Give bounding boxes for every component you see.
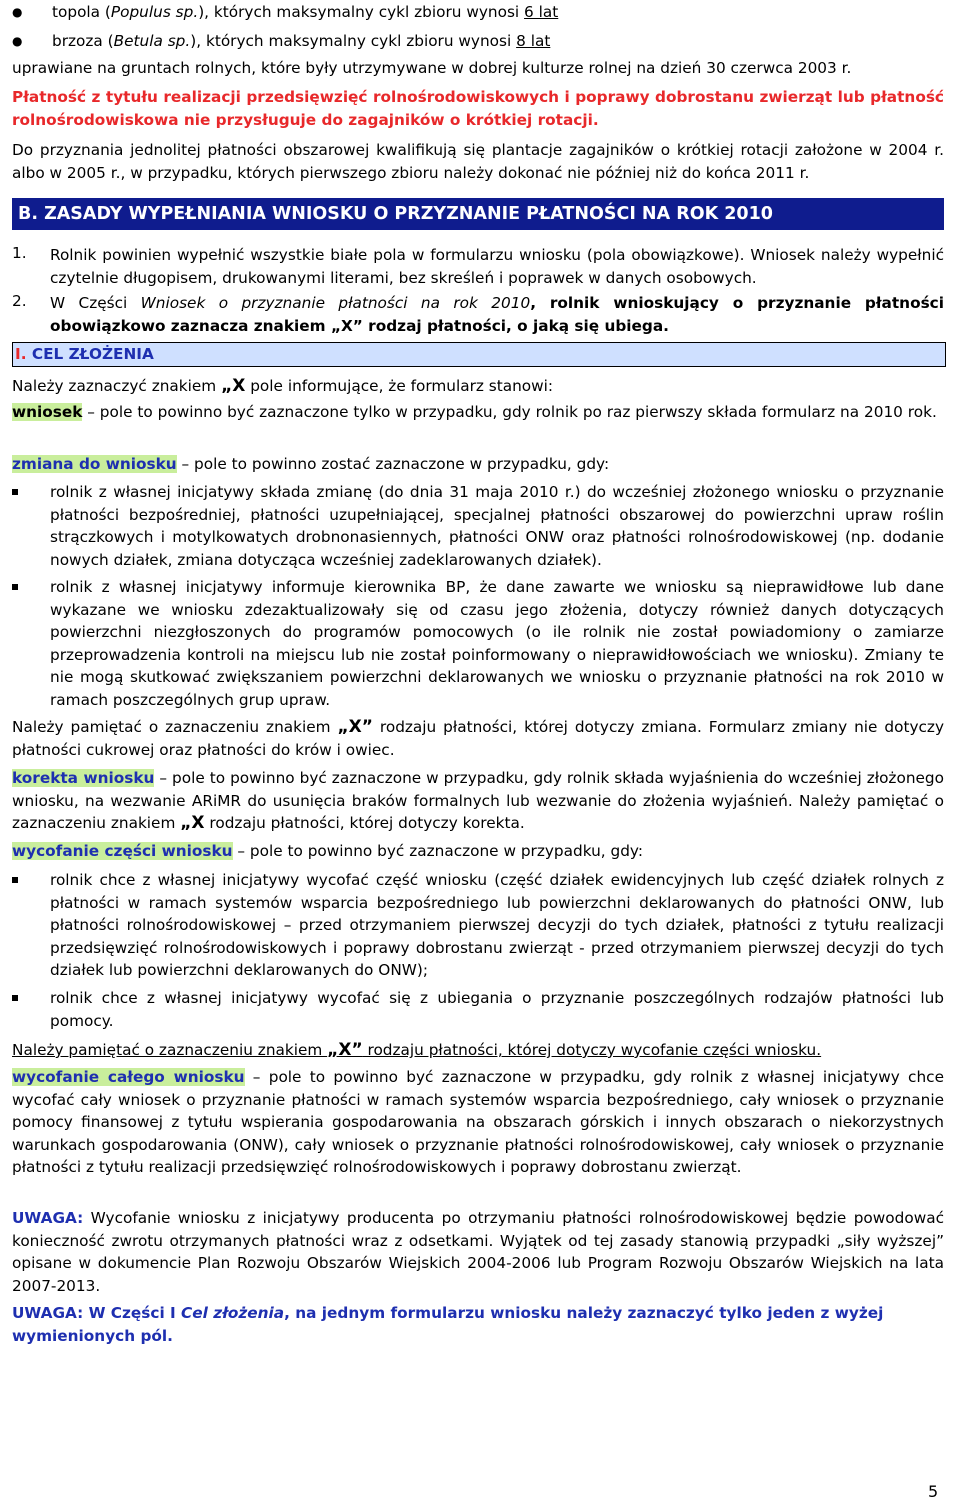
wniosek-text: – pole to powinno być zaznaczone tylko w przypadku, gdy rolnik po raz pierwszy składa formularz na 2010 rok. xyxy=(82,403,937,421)
korekta-text: rodzaju płatności, której dotyczy korekta. xyxy=(204,814,525,832)
section-name: Cel złożenia xyxy=(181,1304,285,1322)
bullet-text: ), których maksymalny cykl zbioru wynosi xyxy=(190,32,517,50)
wyc-calego-paragraph xyxy=(12,1066,944,1179)
wyc-item xyxy=(12,869,944,982)
pamietac-wycofanie xyxy=(12,1040,821,1060)
uprawiane-line: uprawiane na gruntach rolnych, które były utrzymywane w dobrej kulturze rolnej na dzień 30 czerwca 2003 r. xyxy=(12,59,852,77)
text: pole informujące, że formularz stanowi: xyxy=(245,377,554,395)
zmiana-label: zmiana do wniosku xyxy=(12,455,177,473)
bullet-text: ), których maksymalny cykl zbioru wynosi xyxy=(198,3,525,21)
uwaga-1 xyxy=(12,1207,944,1297)
rule-1 xyxy=(12,244,944,289)
wniosek-paragraph xyxy=(12,401,944,424)
red-note: Płatność z tytułu realizacji przedsięwzięć rolnośrodowiskowych i poprawy dobrostanu zwierząt lub płatność rolnośrodowiskowa nie przysługuje do zagajników o krótkiej rotacji. xyxy=(12,88,944,129)
zmiana-item xyxy=(12,481,944,571)
uwaga-label: UWAGA: xyxy=(12,1209,84,1227)
korekta-label: korekta wniosku xyxy=(12,769,155,787)
text: Należy pamiętać o zaznaczeniu znakiem xyxy=(12,718,338,736)
square-bullet-icon xyxy=(12,995,18,1001)
wyc-calego-label: wycofanie całego wniosku xyxy=(12,1068,245,1086)
bullet-text: brzoza ( xyxy=(52,32,114,50)
jednolita-text-cont: , w przypadku, których pierwszego zbioru należy dokonać nie później niż do końca 2011 r. xyxy=(120,163,810,182)
bullet-dot-icon: ● xyxy=(12,34,23,48)
nalezy-zaznaczyc xyxy=(12,376,553,396)
rule-text: Rolnik powinien wypełnić wszystkie białe pola w formularzu wniosku (pola obowiązkowe). Wniosek należy wypełnić czytelnie długopisem, drukowanymi literami, bez skreśleń i poprawek w danych osobowych. xyxy=(50,246,944,287)
wyc-calego-text: – pole to powinno być zaznaczone w przypadku, gdy rolnik z własnej inicjatywy chce wycofać cały wniosek o przyznanie płatności w ramach systemów wsparcia bezpośredniego, cały wniosek o przyznanie pomocy finansowej z tytułu wspierania gospodarowania na obszarach górskich i innych obszarach o niekorzystnych warunkach gospodarowania (ONW), cały wniosek o przyznanie płatności rolnośrodowiskowej, cały wniosek o przyznanie płatności z tytułu realizacji przedsięwzięć rolnośrodowiskowych i poprawy dobrostanu zwierząt. xyxy=(12,1068,944,1176)
cycle-years: 6 lat xyxy=(524,3,559,21)
wyc-item-text: rolnik chce z własnej inicjatywy wycofać część wniosku (część działek ewidencyjnych lub część działek rolnych z płatności w ramach systemów wsparcia bezpośredniego lub powierzchni deklarowanych do płatności ONW, lub płatności rolnośrodowiskowej – przed otrzymaniem pierwszej decyzji do tych działek, płatności z tytułu realizacji przedsięwzięć rolnośrodowiskowych i poprawy dobrostanu zwierząt - przed otrzymaniem pierwszej decyzji do tych działek lub powierzchni deklarowanych do ONW); xyxy=(50,871,944,979)
bullet-text: topola ( xyxy=(52,3,111,21)
x-mark: „X” xyxy=(337,717,373,737)
species-name: Populus sp. xyxy=(110,3,199,21)
square-bullet-icon xyxy=(12,877,18,883)
rule-text-bold: , rolnik wnioskujący o przyznanie płatności obowiązkowo zaznacza znakiem „X” rodzaj płatności, o jaką się ubiega. xyxy=(50,294,944,335)
text: Należy pamiętać o zaznaczeniu znakiem xyxy=(12,1041,328,1059)
square-bullet-icon xyxy=(12,489,18,495)
rule-text xyxy=(50,292,944,337)
uwaga-text: , na jednym formularzu wniosku należy zaznaczyć tylko jeden z wyżej wymienionych pól. xyxy=(12,1304,884,1345)
rule-2 xyxy=(12,292,944,337)
zmiana-item-text: rolnik z własnej inicjatywy informuje kierownika BP, że dane zawarte we wniosku są nieprawidłowe lub dane wykazane we wniosku zdezaktualizowały się od czasu jego złożenia, dotyczy również danych dotyczących powierzchni niezgłoszonych do programów pomocowych (o ile rolnik nie został powiadomiony o zamiarze przeprowadzenia kontroli na miejscu lub nie został poinformowany o nieprawidłowościach we wniosku). Zmiany te nie mogą skutkować zwiększaniem powierzchni deklarowanych we wniosku o przyznanie płatności na rok 2010 w ramach poszczególnych grup upraw. xyxy=(50,578,944,709)
korekta-text: – pole to powinno być zaznaczone w przypadku, gdy rolnik składa wyjaśnienia do wcześniej złożonego wniosku, na wezwanie ARiMR do usunięcia braków formalnych lub wezwanie do złożenia wyjaśnień. Należy pamiętać o zaznaczeniu znakiem xyxy=(12,769,944,832)
square-bullet-icon xyxy=(12,584,18,590)
jednolita-text: Do przyznania jednolitej płatności obszarowej kwalifikują się plantacje zagajników o krótkiej rotacji założone w 2004 r. albo w 2005 r. xyxy=(12,141,944,182)
species-name: Betula sp. xyxy=(113,32,191,50)
section-b-header xyxy=(12,198,944,230)
wyc-czesci-text: – pole to powinno być zaznaczone w przypadku, gdy: xyxy=(232,842,644,860)
zmiana-item-text: rolnik z własnej inicjatywy składa zmianę (do dnia 31 maja 2010 r.) do wcześniej złożonego wniosku o przyznanie płatności bezpośredniej, płatności uzupełniającej, specjalnej płatności obszarowej do powierzchni upraw roślin strączkowych i motylkowatych drobnonasiennych, płatności ONW oraz płatności rolnośrodowiskowej (np. dodanie nowych działek, zmiana dotycząca wcześniej zadeklarowanych działek). xyxy=(50,483,944,569)
section-b-title: B. ZASADY WYPEŁNIANIA WNIOSKU O PRZYZNANIE PŁATNOŚCI NA ROK 2010 xyxy=(18,204,773,224)
wyc-czesci-paragraph xyxy=(12,842,643,860)
pamietac-zmiana xyxy=(12,716,944,761)
wniosek-label: wniosek xyxy=(12,403,83,421)
rule-number: 2. xyxy=(12,292,27,310)
bullet-dot-icon: ● xyxy=(12,5,23,19)
page-number: 5 xyxy=(928,1482,939,1501)
rule-number: 1. xyxy=(12,244,27,262)
wyc-item-text: rolnik chce z własnej inicjatywy wycofać się z ubiegania o przyznanie poszczególnych rodzajów płatności lub pomocy. xyxy=(50,989,944,1030)
zmiana-item xyxy=(12,576,944,711)
uwaga-2 xyxy=(12,1302,944,1347)
cycle-years: 8 lat xyxy=(516,32,551,50)
text: rodzaju płatności, której dotyczy wycofanie części wniosku. xyxy=(362,1041,822,1059)
zmiana-text: – pole to powinno zostać zaznaczone w przypadku, gdy: xyxy=(176,455,610,473)
cel-title: CEL ZŁOŻENIA xyxy=(26,345,154,363)
jednolita-paragraph xyxy=(12,139,944,184)
section-name: Wniosek o przyznanie płatności na rok 2010 xyxy=(140,294,531,312)
uwaga-text: UWAGA: W Części I xyxy=(12,1304,182,1322)
korekta-paragraph xyxy=(12,767,944,835)
wyc-item xyxy=(12,987,944,1032)
rule-text-part: W Części xyxy=(50,294,141,312)
text: rodzaju płatności, której dotyczy zmiana. Formularz zmiany nie dotyczy płatności cukrowej oraz płatności do krów i owiec. xyxy=(12,718,944,759)
text: Należy zaznaczyć znakiem xyxy=(12,377,222,395)
x-mark: „X” xyxy=(327,1040,363,1060)
cel-number: I. xyxy=(15,345,27,363)
wyc-czesci-label: wycofanie części wniosku xyxy=(12,842,233,860)
uwaga-text: Wycofanie wniosku z inicjatywy producenta po otrzymaniu płatności rolnośrodowiskowej będzie powodować konieczność zwrotu otrzymanych płatności wraz z odsetkami. Wyjątek od tej zasady stanowią przypadki „siły wyższej” opisane w dokumencie Plan Rozwoju Obszarów Wiejskich 2004-2006 lub Program Rozwoju Obszarów Wiejskich na lata 2007-2013. xyxy=(12,1209,944,1295)
x-mark: „X xyxy=(180,813,205,833)
cel-zlozenia-header xyxy=(12,342,946,367)
zmiana-paragraph xyxy=(12,455,609,473)
x-mark: „X xyxy=(221,376,246,396)
